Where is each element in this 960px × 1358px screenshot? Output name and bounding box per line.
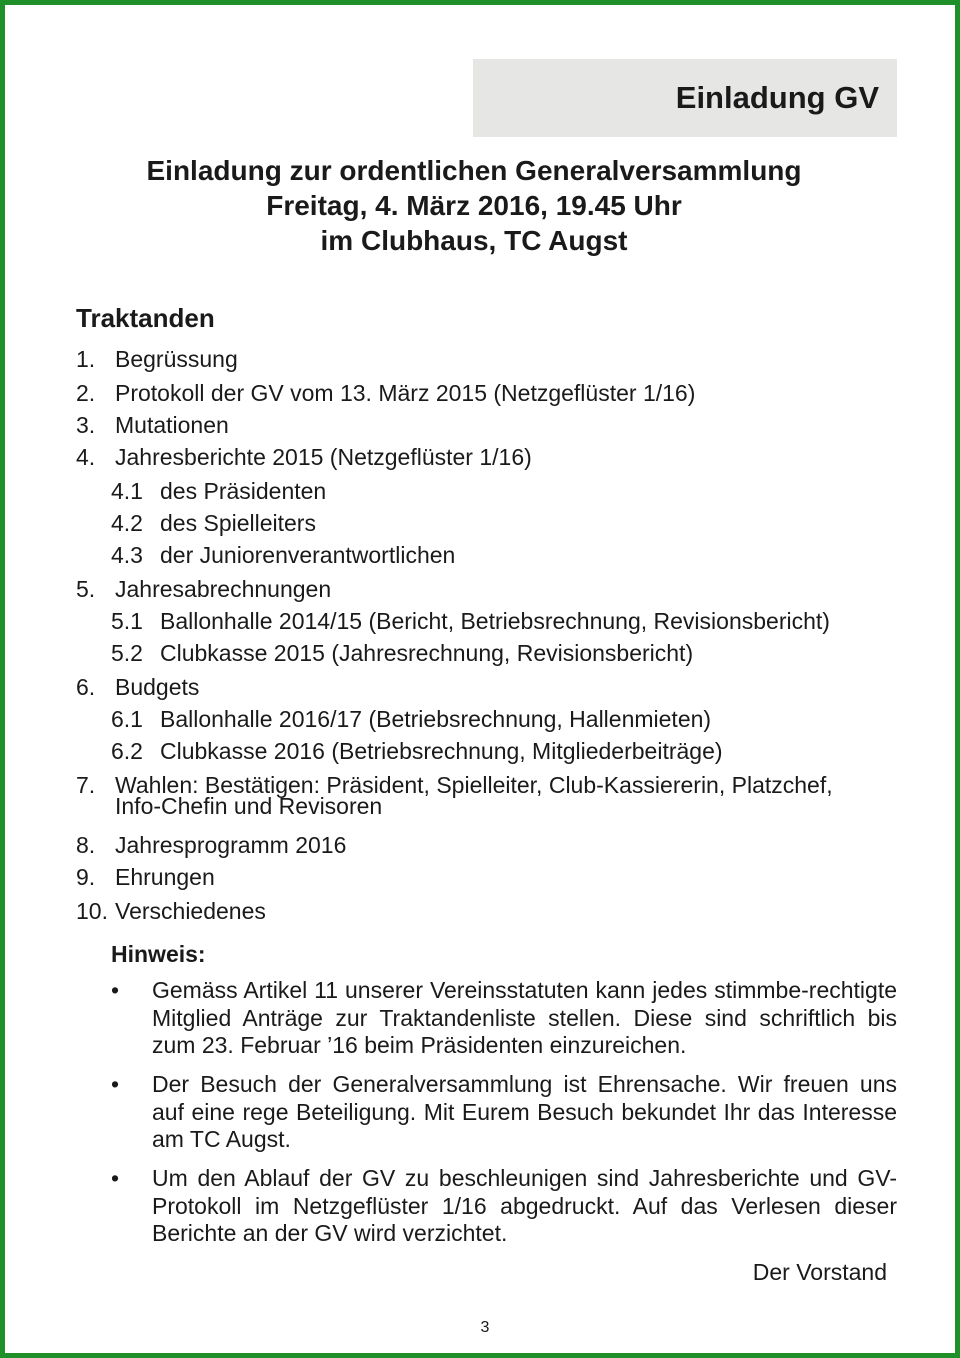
agenda-item-text: Protokoll der GV vom 13. März 2015 (Netzgeflüster 1/16) [115, 380, 696, 406]
agenda-item-text-continued: Info-Chefin und Revisoren [115, 793, 383, 819]
agenda-subitem-text: des Spielleiters [160, 510, 316, 536]
agenda-item-text: Mutationen [115, 412, 229, 438]
agenda-title: Traktanden [76, 303, 215, 333]
agenda-item-text: Begrüssung [115, 346, 238, 372]
agenda-item-number: 2. [76, 380, 96, 406]
agenda-item-number: 1. [76, 346, 96, 372]
agenda-subitem-number: 4.1 [111, 478, 143, 504]
agenda-subitem-number: 5.2 [111, 640, 143, 666]
agenda-subitem-number: 4.3 [111, 542, 143, 568]
agenda-item-text: Wahlen: Bestätigen: Präsident, Spielleiter, Club-Kassiererin, Platzchef, [115, 772, 833, 798]
agenda-subitem-number: 4.2 [111, 510, 143, 536]
agenda-subitem-text: Ballonhalle 2016/17 (Betriebsrechnung, Hallenmieten) [160, 706, 712, 732]
agenda-subitem-text: Clubkasse 2015 (Jahresrechnung, Revisionsbericht) [160, 640, 694, 666]
agenda-item-number: 7. [76, 772, 96, 798]
agenda-subitem-text: Ballonhalle 2014/15 (Bericht, Betriebsrechnung, Revisionsbericht) [160, 608, 830, 634]
agenda-item-number: 5. [76, 576, 96, 602]
bullet-icon: • [111, 1071, 120, 1097]
section-title-box [473, 59, 897, 137]
bullet-icon: • [111, 977, 120, 1003]
agenda-subitem-number: 6.2 [111, 738, 143, 764]
agenda-item-number: 6. [76, 674, 96, 700]
signature: Der Vorstand [752, 1259, 887, 1285]
agenda-item-text: Verschiedenes [115, 898, 266, 924]
agenda-item-text: Jahresprogramm 2016 [115, 832, 347, 858]
notice-bullet [111, 1165, 897, 1248]
agenda-item-text: Ehrungen [115, 864, 215, 890]
agenda-subitem-number: 6.1 [111, 706, 143, 732]
notice-title: Hinweis: [111, 941, 206, 967]
notice-bullet-text: Der Besuch der Generalversammlung ist Ehrensache. Wir freuen uns auf eine rege Beteiligung. Mit Eurem Besuch bekundet Ihr das Interesse am TC Augst. [152, 1071, 897, 1152]
invitation-heading [5, 153, 943, 258]
agenda-item-number: 3. [76, 412, 96, 438]
heading-line-1: Einladung zur ordentlichen Generalversammlung [146, 155, 802, 186]
agenda-item-text: Jahresberichte 2015 (Netzgeflüster 1/16) [115, 444, 532, 470]
section-title: Einladung GV [675, 80, 879, 115]
notice-bullet [111, 977, 897, 1060]
notice-bullet-text: Gemäss Artikel 11 unserer Vereinsstatuten kann jedes stimmbe-rechtigte Mitglied Anträge zur Traktandenliste stellen. Diese sind schriftlich bis zum 23. Februar ’16 beim Präsidenten einzureichen. [152, 977, 897, 1058]
agenda-item-number: 9. [76, 864, 96, 890]
agenda-subitem-number: 5.1 [111, 608, 143, 634]
agenda-item-number: 4. [76, 444, 96, 470]
agenda-subitem-text: der Juniorenverantwortlichen [160, 542, 456, 568]
agenda-subitem-text: Clubkasse 2016 (Betriebsrechnung, Mitgliederbeiträge) [160, 738, 723, 764]
agenda-item-number: 8. [76, 832, 96, 858]
notice-bullet-text: Um den Ablauf der GV zu beschleunigen sind Jahresberichte und GV-Protokoll im Netzgeflüster 1/16 abgedruckt. Auf das Verlesen dieser Berichte an der GV wird verzichtet. [152, 1165, 897, 1246]
agenda-item-number: 10. [76, 898, 108, 924]
heading-line-3: im Clubhaus, TC Augst [320, 225, 628, 256]
bullet-icon: • [111, 1165, 120, 1191]
agenda-item-text: Jahresabrechnungen [115, 576, 332, 602]
agenda-item-text: Budgets [115, 674, 200, 700]
agenda-subitem-text: des Präsidenten [160, 478, 327, 504]
page-number: 3 [480, 1319, 490, 1336]
notice-bullet [111, 1071, 897, 1154]
heading-line-2: Freitag, 4. März 2016, 19.45 Uhr [266, 190, 682, 221]
